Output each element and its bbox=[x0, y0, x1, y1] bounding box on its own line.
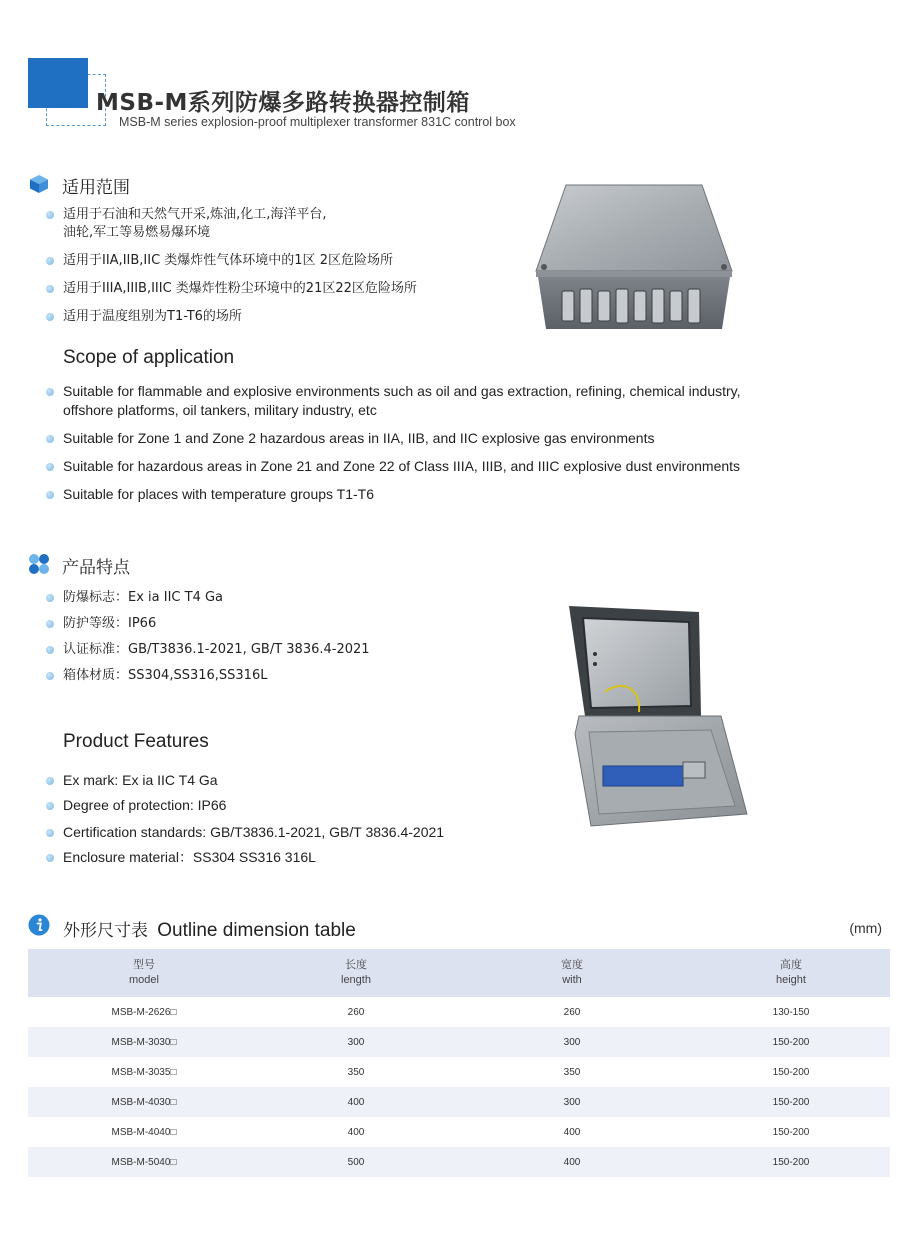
table-row bbox=[28, 1147, 890, 1177]
table-row bbox=[28, 1027, 890, 1057]
cell-model: MSB-M-5040□ bbox=[28, 1147, 260, 1177]
features-list-en bbox=[46, 771, 546, 876]
cell-height: 150-200 bbox=[692, 1147, 890, 1177]
cell-length: 260 bbox=[347, 1006, 365, 1018]
cell-height: 150-200 bbox=[772, 1066, 810, 1078]
scope-title-en: Scope of application bbox=[63, 347, 235, 368]
list-item: Certification standards: GB/T3836.1-2021, GB/T 3836.4-2021 bbox=[46, 823, 546, 842]
table-row bbox=[28, 1117, 890, 1147]
cell-length: 400 bbox=[260, 1087, 452, 1117]
cell-height: 130-150 bbox=[772, 1006, 810, 1018]
list-item: 适用于温度组别为T1-T6的场所 bbox=[46, 308, 486, 326]
cube-icon bbox=[29, 174, 49, 194]
list-item: 适用于石油和天然气开采,炼油,化工,海洋平台, 油轮,军工等易燃易爆环境 bbox=[46, 206, 486, 242]
page-title: MSB-M系列防爆多路转换器控制箱 bbox=[96, 90, 470, 116]
header-height: 高度 height bbox=[692, 949, 890, 997]
cell-model: MSB-M-4030□ bbox=[28, 1087, 260, 1117]
table-title bbox=[63, 916, 356, 942]
scope-list-cn bbox=[46, 206, 486, 336]
table-row bbox=[28, 997, 890, 1027]
table-title-cn: 外形尺寸表 bbox=[63, 921, 148, 941]
list-item: 适用于IIIA,IIIB,IIIC 类爆炸性粉尘环境中的21区22区危险场所 bbox=[46, 280, 486, 298]
list-item: 箱体材质：SS304,SS316,SS316L bbox=[46, 667, 526, 685]
dots-icon bbox=[28, 553, 50, 575]
table-row bbox=[28, 1057, 890, 1087]
features-list-cn bbox=[46, 589, 526, 693]
header-blue-square bbox=[28, 58, 88, 108]
info-icon bbox=[28, 914, 50, 936]
list-item: Suitable for flammable and explosive environments such as oil and gas extraction, refining, chemical industry, offshore platforms, oil tankers, military industry, etc bbox=[46, 382, 826, 420]
table-title-en: Outline dimension table bbox=[157, 920, 356, 941]
list-item: 认证标准：GB/T3836.1-2021, GB/T 3836.4-2021 bbox=[46, 641, 526, 659]
header-length: 长度 length bbox=[260, 949, 452, 997]
cell-width: 260 bbox=[563, 1006, 581, 1018]
list-item: 适用于IIA,IIB,IIC 类爆炸性气体环境中的1区 2区危险场所 bbox=[46, 252, 486, 270]
cell-width: 400 bbox=[452, 1147, 692, 1177]
features-title-cn: 产品特点 bbox=[62, 558, 130, 578]
cell-length: 400 bbox=[347, 1126, 365, 1138]
unit-label: (mm) bbox=[849, 920, 882, 936]
table-row bbox=[28, 1087, 890, 1117]
cell-model: MSB-M-3035□ bbox=[111, 1066, 177, 1078]
scope-title-cn: 适用范围 bbox=[62, 178, 130, 198]
list-item: Ex mark: Ex ia IIC T4 Ga bbox=[46, 771, 546, 790]
dimension-table bbox=[28, 949, 890, 1177]
page-subtitle: MSB-M series explosion-proof multiplexer transformer 831C control box bbox=[119, 115, 516, 129]
cell-model: MSB-M-2626□ bbox=[111, 1006, 177, 1018]
enclosure-closed-image bbox=[532, 183, 737, 335]
cell-width: 350 bbox=[563, 1066, 581, 1078]
cell-length: 350 bbox=[347, 1066, 365, 1078]
list-item: Suitable for hazardous areas in Zone 21 and Zone 22 of Class IIIA, IIIB, and IIIC explosive dust environments bbox=[46, 457, 826, 476]
features-title-en: Product Features bbox=[63, 731, 209, 752]
list-item: 防爆标志：Ex ia IIC T4 Ga bbox=[46, 589, 526, 607]
list-item: Enclosure material：SS304 SS316 316L bbox=[46, 848, 546, 867]
list-item: Suitable for Zone 1 and Zone 2 hazardous areas in IIA, IIB, and IIC explosive gas environments bbox=[46, 429, 826, 448]
table-header-row bbox=[28, 949, 890, 997]
scope-list-en bbox=[46, 382, 826, 513]
cell-length: 500 bbox=[260, 1147, 452, 1177]
header-width: 宽度 with bbox=[452, 949, 692, 997]
cell-width: 400 bbox=[563, 1126, 581, 1138]
list-item: 防护等级：IP66 bbox=[46, 615, 526, 633]
cell-height: 150-200 bbox=[692, 1087, 890, 1117]
list-item: Degree of protection: IP66 bbox=[46, 796, 546, 815]
enclosure-open-image bbox=[561, 604, 751, 830]
cell-model: MSB-M-3030□ bbox=[28, 1027, 260, 1057]
cell-height: 150-200 bbox=[772, 1126, 810, 1138]
cell-model: MSB-M-4040□ bbox=[111, 1126, 177, 1138]
cell-length: 300 bbox=[260, 1027, 452, 1057]
cell-width: 300 bbox=[452, 1087, 692, 1117]
cell-width: 300 bbox=[452, 1027, 692, 1057]
list-item: Suitable for places with temperature groups T1-T6 bbox=[46, 485, 826, 504]
header-model: 型号 model bbox=[28, 949, 260, 997]
cell-height: 150-200 bbox=[692, 1027, 890, 1057]
